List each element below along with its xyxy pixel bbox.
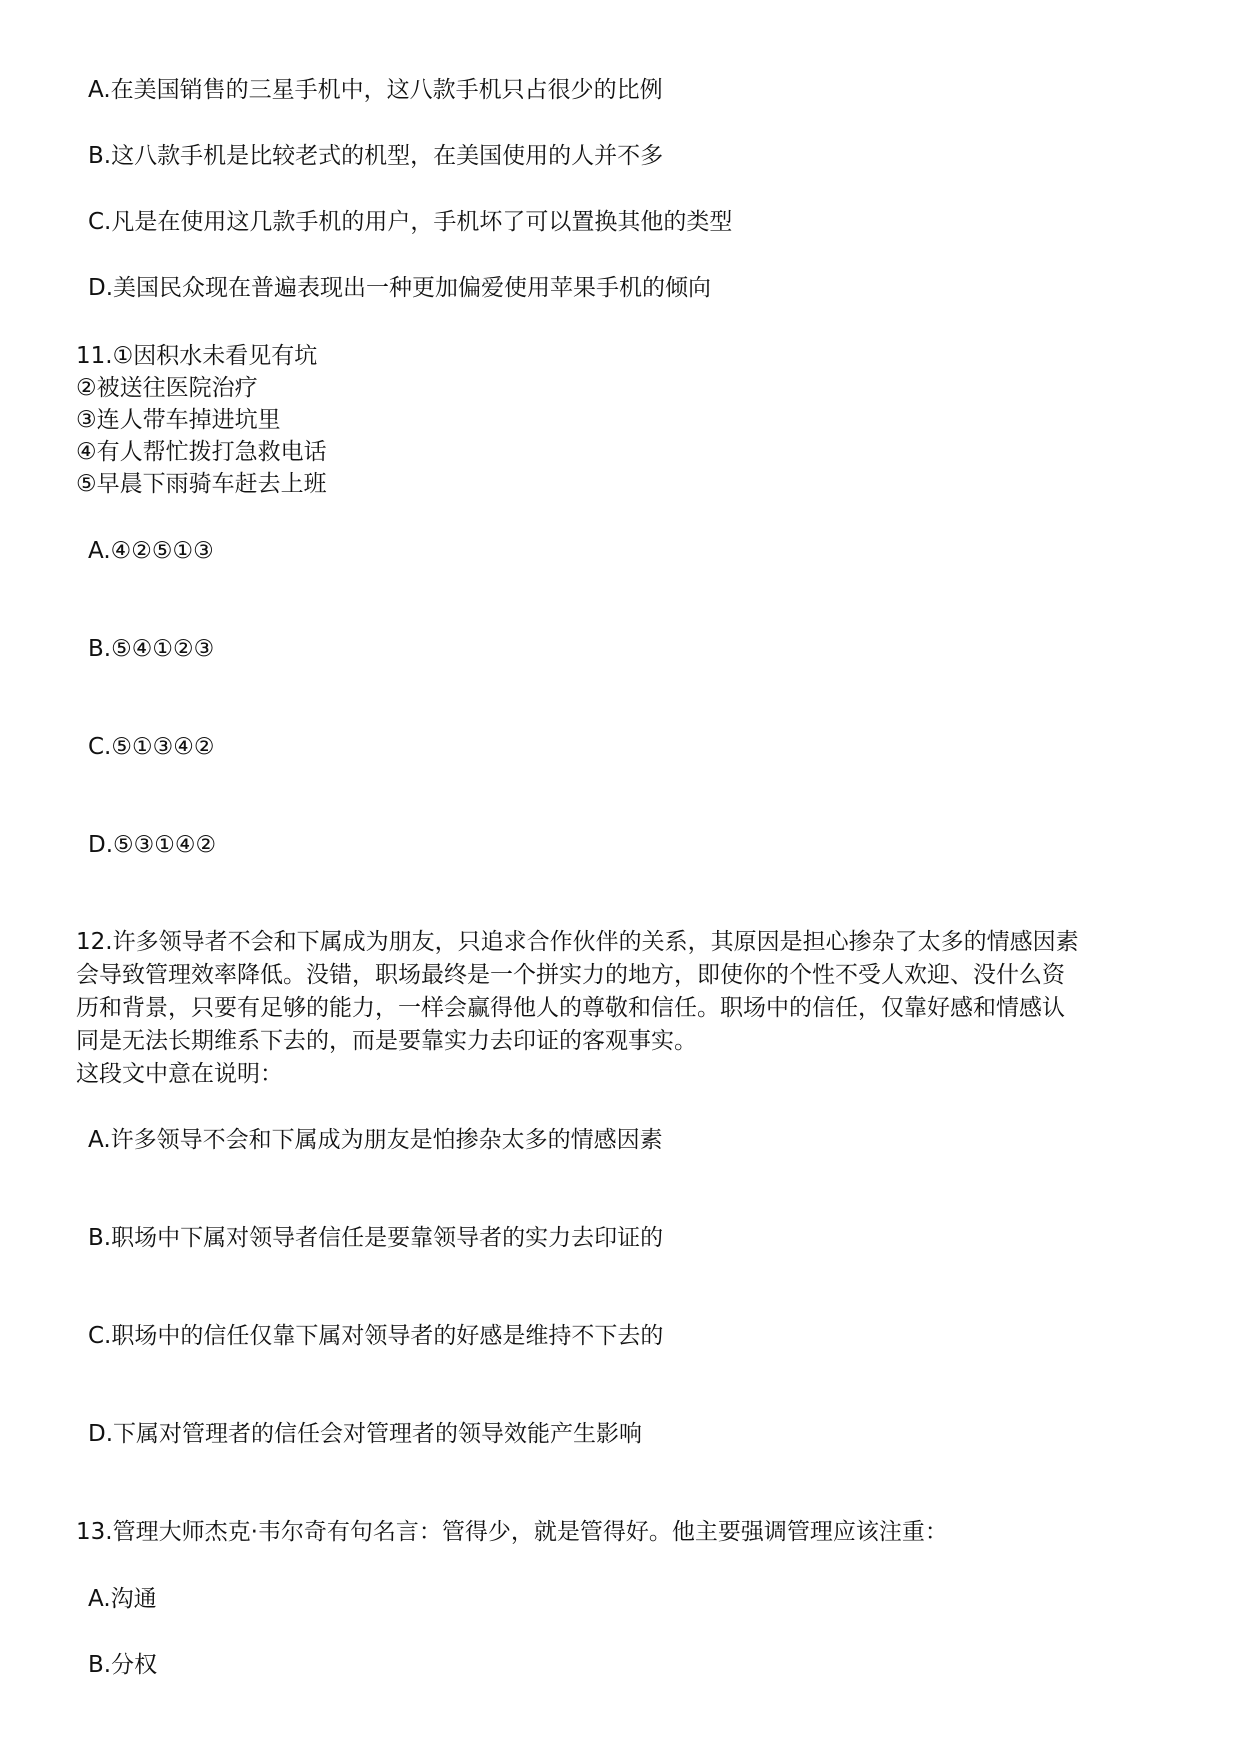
q11-stem-line-2: ②被送往医院治疗 bbox=[76, 375, 258, 401]
q12-stem-line-1: 12.许多领导者不会和下属成为朋友，只追求合作伙伴的关系，其原因是担心掺杂了太多的情感因素 bbox=[76, 929, 1079, 955]
q11-option-d: D.⑤③①④② bbox=[88, 832, 217, 858]
q11-stem-line-4: ④有人帮忙拨打急救电话 bbox=[76, 439, 327, 465]
q10-option-c: C.凡是在使用这几款手机的用户，手机坏了可以置换其他的类型 bbox=[88, 209, 733, 235]
q11-stem-line-3: ③连人带车掉进坑里 bbox=[76, 407, 281, 433]
q13-stem: 13.管理大师杰克·韦尔奇有句名言：管得少，就是管得好。他主要强调管理应该注重： bbox=[76, 1519, 948, 1545]
q11-option-a: A.④②⑤①③ bbox=[88, 538, 214, 564]
q12-option-c: C.职场中的信任仅靠下属对领导者的好感是维持不下去的 bbox=[88, 1323, 664, 1349]
q12-option-b: B.职场中下属对领导者信任是要靠领导者的实力去印证的 bbox=[88, 1225, 664, 1251]
q12-stem-line-4: 同是无法长期维系下去的，而是要靠实力去印证的客观事实。 bbox=[76, 1028, 697, 1054]
q11-option-b: B.⑤④①②③ bbox=[88, 636, 215, 662]
q12-option-d: D.下属对管理者的信任会对管理者的领导效能产生影响 bbox=[88, 1421, 643, 1447]
q10-option-d: D.美国民众现在普遍表现出一种更加偏爱使用苹果手机的倾向 bbox=[88, 275, 712, 301]
q12-stem-line-2: 会导致管理效率降低。没错，职场最终是一个拼实力的地方，即使你的个性不受人欢迎、没什么资 bbox=[76, 962, 1065, 988]
q12-stem-line-5: 这段文中意在说明： bbox=[76, 1061, 283, 1087]
q10-option-a: A.在美国销售的三星手机中，这八款手机只占很少的比例 bbox=[88, 77, 663, 103]
q13-option-a: A.沟通 bbox=[88, 1586, 157, 1612]
q11-stem-line-5: ⑤早晨下雨骑车赶去上班 bbox=[76, 471, 327, 497]
q12-stem-line-3: 历和背景，只要有足够的能力，一样会赢得他人的尊敬和信任。职场中的信任，仅靠好感和情感认 bbox=[76, 995, 1065, 1021]
q11-stem-line-1: 11.①因积水未看见有坑 bbox=[76, 343, 318, 369]
q10-option-b: B.这八款手机是比较老式的机型，在美国使用的人并不多 bbox=[88, 143, 664, 169]
q12-option-a: A.许多领导不会和下属成为朋友是怕掺杂太多的情感因素 bbox=[88, 1127, 663, 1153]
q13-option-b: B.分权 bbox=[88, 1652, 158, 1678]
q11-option-c: C.⑤①③④② bbox=[88, 734, 215, 760]
